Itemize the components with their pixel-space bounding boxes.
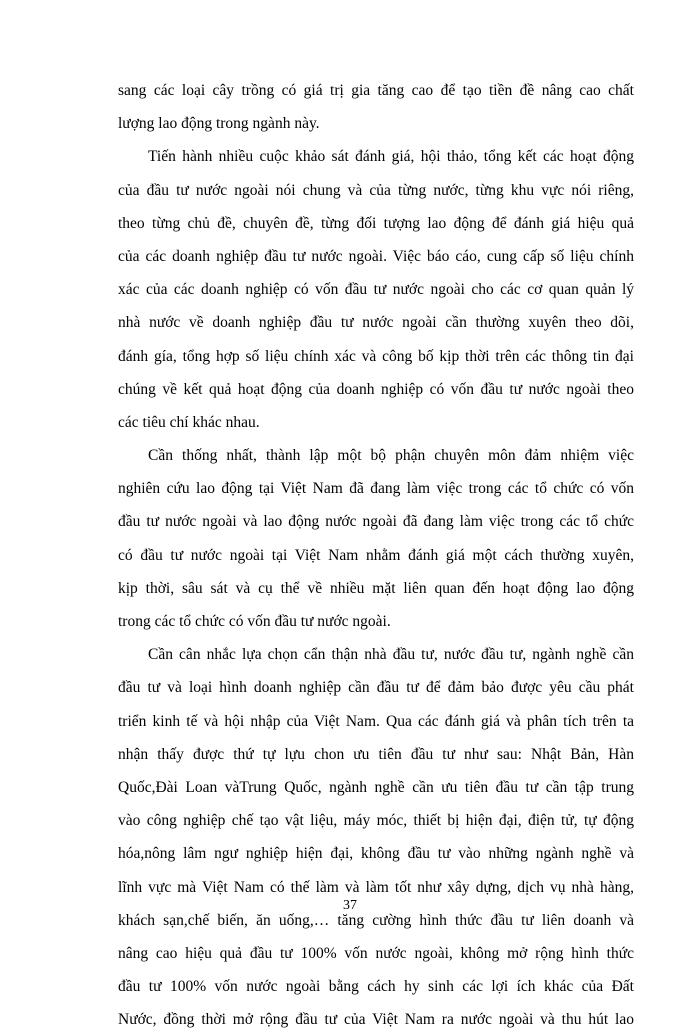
- text-line: trong các tổ chức có vốn đầu tư nước ngoài.: [118, 613, 391, 630]
- text-line: Tiến hành nhiều cuộc khảo sát đánh giá, hội thảo, tổng kết các hoạt động: [148, 148, 634, 166]
- text-line: của các doanh nghiệp đầu tư nước ngoài. Việc báo cáo, cung cấp số liệu chính: [118, 247, 634, 265]
- text-line: nhà nước về doanh nghiệp đầu tư nước ngoài cần thường xuyên theo dõi,: [118, 314, 634, 332]
- text-line: lượng lao động trong ngành này.: [118, 115, 320, 133]
- text-line: sang các loại cây trồng có giá trị gia tăng cao để tạo tiền đề nâng cao chất: [118, 82, 634, 99]
- text-line: của đầu tư nước ngoài nói chung và của từng nước, từng khu vực nói riêng,: [118, 181, 634, 199]
- text-line: vào công nghiệp chế tạo vật liệu, máy móc, thiết bị hiện đại, điện tử, tự động: [118, 812, 634, 830]
- text-line: triển kinh tế và hội nhập của Việt Nam. Qua các đánh giá và phân tích trên ta: [118, 712, 634, 730]
- text-line: đầu tư và loại hình doanh nghiệp cần đầu tư để đảm bảo được yêu cầu phát: [118, 679, 634, 697]
- text-line: hóa,nông lâm ngư nghiệp hiện đại, không đầu tư vào những ngành nghề và: [118, 845, 634, 863]
- text-line: nhận thấy được thứ tự lựu chon ưu tiên đầu tư như sau: Nhật Bản, Hàn: [118, 745, 634, 763]
- text-line: Cần cân nhắc lựa chọn cẩn thận nhà đầu tư, nước đầu tư, ngành nghề cần: [148, 646, 634, 664]
- page-number: 37: [343, 898, 357, 913]
- text-line: theo từng chủ đề, chuyên đề, từng đối tượng lao động để đánh giá hiệu quả: [118, 214, 634, 232]
- text-line: lĩnh vực mà Việt Nam có thế làm và làm tốt như xây dựng, dịch vụ nhà hàng,: [118, 878, 634, 896]
- text-line: các tiêu chí khác nhau.: [118, 413, 260, 431]
- text-line: kịp thời, sâu sát và cụ thể về nhiều mặt liên quan đến hoạt động lao động: [118, 579, 634, 597]
- text-line: Quốc,Đài Loan vàTrung Quốc, ngành nghề cần ưu tiên đầu tư cần tập trung: [118, 778, 634, 796]
- text-line: Cần thống nhất, thành lập một bộ phận chuyên môn đảm nhiệm việc: [148, 447, 634, 465]
- text-line: nghiên cứu lao động tại Việt Nam đã đang làm việc trong các tổ chức có vốn: [118, 480, 634, 498]
- text-line: có đầu tư nước ngoài tại Việt Nam nhằm đánh giá một cách thường xuyên,: [118, 546, 634, 564]
- text-line: đầu tư 100% vốn nước ngoài bằng cách hy sinh các lợi ích khác của Đất: [118, 978, 634, 996]
- text-line: đánh gía, tổng hợp số liệu chính xác và công bố kịp thời trên các thông tin đại: [118, 347, 634, 365]
- body-text: [118, 74, 634, 1036]
- text-line: xác của các doanh nghiệp có vốn đầu tư nước ngoài cho các cơ quan quản lý: [118, 281, 634, 299]
- text-line: nâng cao hiệu quả đầu tư 100% vốn nước ngoài, không mở rộng hình thức: [118, 944, 634, 962]
- text-line: khách sạn,chế biến, ăn uống,… tăng cường hình thức đầu tư liên doanh và: [118, 911, 634, 929]
- text-line: đầu tư nước ngoài và lao động nước ngoài đã đang làm việc trong các tổ chức: [118, 513, 634, 531]
- text-line: Nước, đồng thời mở rộng đầu tư của Việt Nam ra nước ngoài và thu hút lao: [118, 1011, 634, 1029]
- text-line: chúng về kết quả hoạt động của doanh nghiệp có vốn đầu tư nước ngoài theo: [118, 380, 634, 398]
